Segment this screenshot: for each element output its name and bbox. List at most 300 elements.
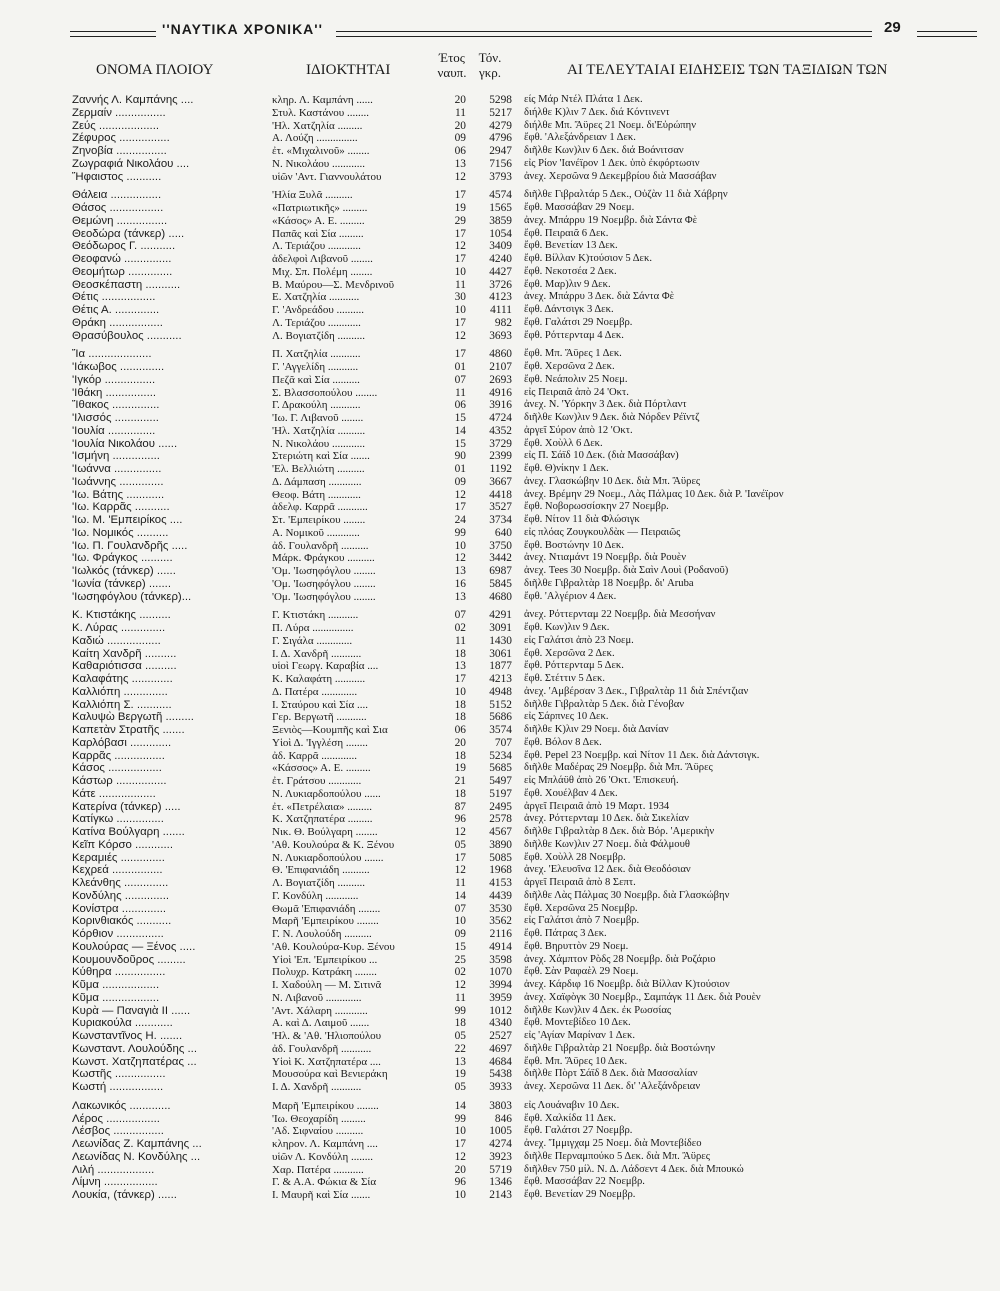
owner-cell: Ε. Χατζηλία ........... — [272, 291, 360, 304]
year-built-cell: 09 — [454, 475, 466, 488]
table-row — [0, 266, 1000, 279]
voyage-news-cell: διήλθε Κ)λιν 7 Δεκ. διά Κόντινεντ — [524, 106, 670, 118]
table-row — [0, 648, 1000, 661]
year-built-cell: 20 — [454, 119, 466, 132]
owner-cell: Χαρ. Πατέρα ........... — [272, 1163, 364, 1176]
tonnage-cell: 3726 — [489, 278, 512, 291]
table-row — [0, 279, 1000, 292]
tonnage-cell: 3729 — [489, 437, 512, 450]
owner-cell: υἱοὶ Γεωργ. Καραβία .... — [272, 660, 379, 673]
table-row — [0, 1125, 1000, 1138]
tonnage-cell: 5686 — [489, 711, 512, 724]
voyage-news-cell: ἔφθ. Βενετίαν 13 Δεκ. — [524, 240, 618, 252]
header-rule-right — [917, 31, 977, 37]
voyage-news-cell: ἔφθ. Γαλάτσι 29 Νοεμβρ. — [524, 316, 633, 328]
ship-name-cell: Λίμνη ................. — [72, 1176, 158, 1189]
voyage-news-cell: εἰς Γαλάτσι ἀπὸ 7 Νοεμβρ. — [524, 915, 640, 927]
year-built-cell: 15 — [454, 437, 466, 450]
tonnage-cell: 4427 — [489, 265, 512, 278]
table-row — [0, 527, 1000, 540]
owner-cell: Σ. Βλασσοπούλου ........ — [272, 386, 378, 399]
voyage-news-cell: ἀνεχ. Tees 30 Νοεμβρ. διὰ Σαὶν Λουὶ (Ροδανοῦ) — [524, 565, 729, 576]
tonnage-cell: 4279 — [489, 119, 512, 132]
tonnage-cell: 3959 — [489, 991, 512, 1004]
tonnage-cell: 3693 — [489, 329, 512, 342]
ship-name-cell: Θάλεια ................ — [72, 189, 162, 202]
tonnage-cell: 4153 — [489, 877, 512, 889]
voyage-news-cell: διῆλθε Κων)λιν 4 Δεκ. ἐκ Ρωσσίας — [524, 1004, 672, 1016]
owner-cell: υἱῶν 'Αντ. Γιαννουλάτου — [272, 170, 382, 183]
table-row — [0, 591, 1000, 604]
year-built-cell: 13 — [454, 565, 466, 577]
table-row — [0, 361, 1000, 374]
ship-name-cell: 'Ιωσηφόγλου (τάνκερ)... — [72, 590, 192, 603]
table-row — [0, 1113, 1000, 1126]
ship-name-cell: Λουκία, (τάνκερ) ...... — [72, 1189, 177, 1201]
tonnage-cell: 5497 — [489, 775, 512, 787]
voyage-news-cell: ἀνεχ. Ρόττερνταμ 22 Νοεμβρ. διὰ Μεσσήναν — [524, 609, 716, 621]
table-row — [0, 240, 1000, 253]
tonnage-cell: 5085 — [489, 851, 512, 864]
tonnage-cell: 3530 — [489, 902, 512, 915]
ship-name-cell: Ζηνοβία ................ — [72, 145, 167, 157]
table-row — [0, 348, 1000, 361]
voyage-news-cell: ἀνεχ. Μπάρρυ 3 Δεκ. διὰ Σάντα Φὲ — [524, 291, 675, 303]
ship-name-cell: 'Ιω. Φράγκος .......... — [72, 552, 173, 565]
year-built-cell: 12 — [454, 864, 466, 877]
tonnage-cell: 1070 — [489, 966, 512, 979]
ship-name-cell: Ἴθακος ............... — [72, 399, 160, 412]
owner-cell: «Κάσος» Α. Ε. ......... — [272, 214, 365, 227]
owner-cell: 'Ιω. Θεοχαρίδη ......... — [272, 1112, 366, 1125]
year-built-cell: 12 — [454, 240, 466, 253]
ship-name-cell: Ἥφαιστος ........... — [72, 170, 162, 183]
voyage-news-cell: ἔφθ. Πάτρας 3 Δεκ. — [524, 928, 607, 939]
year-built-cell: 17 — [454, 348, 466, 361]
ship-name-cell: Ζαννής Λ. Καμπάνης .... — [72, 94, 194, 106]
owner-cell: Α. Λούζη ............... — [272, 132, 358, 145]
year-built-cell: 96 — [454, 813, 466, 826]
voyage-news-cell: ἀνεχ. 'Αμβέρσαν 3 Δεκ., Γιβραλτὰρ 11 διὰ Σπέντζιαν — [524, 685, 749, 697]
ship-name-cell: Κάτε .................. — [72, 787, 156, 800]
voyage-news-cell: ἔφθ. Νεκοτσέα 2 Δεκ. — [524, 265, 617, 277]
year-built-cell: 12 — [454, 488, 466, 501]
voyage-news-cell: διῆλθε Κων)λιν 27 Νοεμ. διὰ Φάλμουθ — [524, 838, 690, 850]
year-built-cell: 06 — [454, 399, 466, 412]
voyage-news-cell: ἔφθ. Ρόττερνταμ 5 Δεκ. — [524, 660, 624, 672]
year-built-cell: 87 — [454, 800, 466, 813]
owner-cell: 'Ιω. Γ. Λιβανοῦ ........ — [272, 412, 364, 424]
tonnage-cell: 2947 — [489, 145, 512, 157]
voyage-news-cell: ἔφθ. Pepel 23 Νοεμβρ. καὶ Νίτον 11 Δεκ. διὰ Δάντσιγκ. — [524, 749, 760, 761]
tonnage-cell: 1346 — [489, 1176, 512, 1189]
year-built-cell: 02 — [454, 966, 466, 979]
year-built-cell: 17 — [454, 673, 466, 685]
tonnage-cell: 1565 — [489, 202, 512, 214]
tonnage-cell: 2578 — [489, 813, 512, 826]
year-built-cell: 12 — [454, 170, 466, 183]
owner-cell: Π. Λύρα ............... — [272, 622, 354, 634]
owner-cell: Γ. Δρακούλη ........... — [272, 399, 361, 412]
year-built-cell: 12 — [454, 979, 466, 991]
tonnage-cell: 3916 — [489, 399, 512, 412]
tonnage-cell: 4439 — [489, 889, 512, 902]
tonnage-cell: 5685 — [489, 762, 512, 775]
ship-name-cell: Κλεάνθης .............. — [72, 877, 169, 889]
tonnage-cell: 846 — [494, 1112, 512, 1125]
voyage-news-cell: διῆλθε Λὰς Πάλμας 30 Νοεμβρ. διὰ Γλασκώβην — [524, 889, 730, 901]
tonnage-cell: 5438 — [489, 1068, 512, 1081]
tonnage-cell: 4796 — [489, 132, 512, 145]
owner-cell: 'Ηλ. Χατζηλία ......... — [272, 119, 363, 132]
ship-name-cell: Κονδύλης .............. — [72, 889, 170, 902]
owner-cell: Μαρῆ 'Εμπειρίκου ........ — [272, 1099, 379, 1112]
ship-name-cell: Κονίστρα .............. — [72, 902, 167, 915]
year-built-cell: 10 — [454, 915, 466, 928]
ship-name-cell: 'Ιάκωβος .............. — [72, 361, 165, 373]
owner-cell: Θεοφ. Βάτη ............ — [272, 488, 361, 501]
year-built-cell: 10 — [454, 265, 466, 278]
year-built-cell: 10 — [454, 304, 466, 316]
tonnage-cell: 4697 — [489, 1042, 512, 1055]
table-row — [0, 94, 1000, 107]
year-built-cell: 05 — [454, 838, 466, 851]
voyage-news-cell: ἔφθ. Βενετίαν 29 Νοεμβρ. — [524, 1189, 636, 1200]
voyage-news-cell: ἀργεῖ Πειραιᾶ ἀπὸ 19 Μαρτ. 1934 — [524, 800, 670, 812]
ship-name-cell: 'Ιωάννης .............. — [72, 475, 164, 488]
year-built-cell: 17 — [454, 189, 466, 202]
owner-cell: ἀδ. Γουλανδρῆ .......... — [272, 539, 369, 552]
ship-name-cell: Καρρᾶς ................ — [72, 749, 165, 762]
voyage-news-cell: ἔφθ. Βίλλαν Κ)τούσιον 5 Δεκ. — [524, 253, 652, 264]
ship-name-cell: Θεοφανώ ............... — [72, 253, 172, 265]
ship-name-cell: Θεοδώρα (τάνκερ) ..... — [72, 227, 185, 240]
table-row — [0, 1005, 1000, 1018]
column-header-ship-name: ΟΝΟΜΑ ΠΛΟΙΟΥ — [96, 62, 214, 78]
voyage-news-cell: εἰς Πειραιᾶ ἀπὸ 24 'Οκτ. — [524, 386, 629, 398]
ship-name-cell: 'Ιωλκός (τάνκερ) ...... — [72, 565, 176, 577]
tonnage-cell: 5845 — [489, 577, 512, 590]
page-number: 29 — [884, 19, 901, 36]
year-built-cell: 18 — [454, 647, 466, 660]
owner-cell: Δ. Δάμπαση ............ — [272, 475, 362, 488]
year-built-cell: 17 — [454, 316, 466, 329]
year-built-cell: 16 — [454, 577, 466, 590]
year-built-cell: 90 — [454, 450, 466, 463]
voyage-news-cell: εἰς Π. Σάϊδ 10 Δεκ. (διὰ Μασσάβαν) — [524, 450, 679, 462]
year-built-cell: 05 — [454, 1081, 466, 1093]
ship-name-cell: Κωνσταντῖνος Η. ....... — [72, 1030, 183, 1042]
owner-cell: Ξενιὸς—Κουμπῆς καὶ Σια — [272, 724, 388, 736]
ship-name-cell: 'Ιωνία (τάνκερ) ....... — [72, 577, 171, 590]
table-row — [0, 762, 1000, 775]
voyage-news-cell: ἀργεῖ Σύρον ἀπὸ 12 'Οκτ. — [524, 424, 633, 436]
table-row — [0, 189, 1000, 202]
tonnage-cell: 3994 — [489, 979, 512, 991]
table-row — [0, 374, 1000, 387]
voyage-news-cell: είς Μάρ Ντέλ Πλάτα 1 Δεκ. — [524, 94, 643, 105]
owner-cell: Ν. Λυκιαρδοπούλου ...... — [272, 787, 381, 800]
voyage-news-cell: ἀνεχ. Χερσῶνα 9 Δεκεμβρίου διὰ Μασσάβαν — [524, 170, 717, 182]
table-row — [0, 1081, 1000, 1094]
ship-name-cell: 'Ισμήνη ............... — [72, 450, 160, 463]
ship-name-cell: Θεόδωρος Γ. ........... — [72, 240, 176, 253]
year-built-cell: 18 — [454, 787, 466, 800]
ship-name-cell: Κορινθιακός ........... — [72, 915, 172, 928]
ship-name-cell: Κεῖπ Κόρσο ............ — [72, 838, 174, 851]
tonnage-cell: 3933 — [489, 1081, 512, 1093]
tonnage-cell: 4684 — [489, 1055, 512, 1068]
tonnage-cell: 4916 — [489, 386, 512, 399]
ship-name-cell: Ζεύς ................... — [72, 119, 160, 132]
tonnage-cell: 7156 — [489, 157, 512, 170]
voyage-news-cell: ἔφθ. Μπ. Ἄϋρες 1 Δεκ. — [524, 348, 622, 360]
voyage-news-cell: ἀνεχ. Ρόττερνταμ 10 Δεκ. διὰ Σικελίαν — [524, 813, 689, 825]
tonnage-cell: 3598 — [489, 953, 512, 966]
ship-name-cell: 'Ιω. Μ. 'Εμπειρίκος .... — [72, 514, 183, 526]
voyage-news-cell: ἔφθ. Χαλκίδα 11 Δεκ. — [524, 1112, 617, 1124]
table-row — [0, 941, 1000, 954]
ship-name-cell: Λιλή .................. — [72, 1163, 155, 1176]
voyage-news-cell: διῆλθε Γιβραλτὰρ 21 Νοεμβρ. διὰ Βοστώνην — [524, 1042, 716, 1054]
table-row — [0, 501, 1000, 514]
year-built-cell: 11 — [455, 386, 466, 399]
voyage-news-cell: ἔφθ. 'Αλεξάνδρειαν 1 Δεκ. — [524, 132, 636, 144]
year-built-cell: 18 — [454, 1017, 466, 1030]
owner-cell: κληρ. Λ. Καμπάνη ...... — [272, 94, 373, 106]
table-row — [0, 253, 1000, 266]
year-built-cell: 12 — [454, 329, 466, 342]
ship-name-cell: Θέτις ................. — [72, 291, 156, 304]
owner-cell: Ι. Δ. Χανδρῆ ........... — [272, 647, 362, 660]
voyage-news-cell: διῆλθε Περναμπούκο 5 Δεκ. διὰ Μπ. Ἄϋρες — [524, 1150, 710, 1162]
voyage-news-cell: ἔφθ. Θ)νίκην 1 Δεκ. — [524, 463, 609, 474]
ship-name-cell: Κῦμα .................. — [72, 979, 160, 991]
ship-name-cell: 'Ιω. Καρρᾶς ........... — [72, 501, 170, 514]
tonnage-cell: 3527 — [489, 501, 512, 514]
tonnage-cell: 2107 — [489, 361, 512, 373]
owner-cell: 'Ηλία Ξυλᾶ .......... — [272, 189, 353, 202]
tonnage-cell: 1430 — [489, 634, 512, 647]
tonnage-cell: 4340 — [489, 1017, 512, 1030]
ship-name-cell: Κουλούρας — Ξένος ..... — [72, 940, 196, 953]
ship-name-cell: Λέρος ................. — [72, 1112, 160, 1125]
voyage-news-cell: διῆλθε Πὸρτ Σάϊδ 8 Δεκ. διὰ Μασσαλίαν — [524, 1068, 698, 1080]
owner-cell: 'Ομ. 'Ιωσηφόγλου ........ — [272, 590, 376, 603]
tonnage-cell: 4274 — [489, 1138, 512, 1150]
tonnage-cell: 4567 — [489, 826, 512, 838]
ship-name-cell: Θάσος ................. — [72, 202, 164, 214]
year-built-cell: 10 — [454, 539, 466, 552]
table-row — [0, 1068, 1000, 1081]
ship-name-cell: Λακωνικός ............. — [72, 1099, 171, 1112]
ship-name-cell: Θεοσκέπαστη ........... — [72, 278, 181, 291]
year-built-cell: 07 — [454, 373, 466, 386]
voyage-news-cell: ἀνεχ. Χερσῶνα 11 Δεκ. δι' 'Αλεξάνδρειαν — [524, 1081, 701, 1092]
voyage-news-cell: ἀνεχ. Ν. 'Υόρκην 3 Δεκ. διὰ Πόρτλαντ — [524, 399, 687, 411]
owner-cell: Μουσούρα καὶ Βενιεράκη — [272, 1068, 388, 1081]
table-row — [0, 514, 1000, 527]
owner-cell: «Κάσσος» Α. Ε. ......... — [272, 762, 371, 775]
column-header-year-built: Έτος ναυπ. — [437, 50, 467, 80]
table-row — [0, 813, 1000, 826]
table-row — [0, 330, 1000, 343]
voyage-news-cell: ἔφθ. 'Αλγέριον 4 Δεκ. — [524, 590, 617, 602]
owner-cell: Ν. Νικολάου ............ — [272, 437, 365, 450]
voyage-news-cell: εἰς Μπλάϋθ ἀπὸ 26 'Οκτ. 'Επισκευή. — [524, 775, 679, 786]
ship-name-cell: 'Ιωάννα ............... — [72, 463, 162, 475]
table-row — [0, 425, 1000, 438]
ship-name-cell: Ζέφυρος ................ — [72, 132, 170, 145]
table-row — [0, 724, 1000, 737]
column-header-latest-news: ΑΙ ΤΕΛΕΥΤΑΙΑΙ ΕΙΔΗΣΕΙΣ ΤΩΝ ΤΑΞΙΔΙΩΝ ΤΩΝ — [567, 62, 888, 78]
ship-name-cell: Κύθηρα ................ — [72, 966, 166, 979]
year-built-cell: 17 — [454, 253, 466, 265]
year-built-cell: 11 — [455, 991, 466, 1004]
owner-cell: ἀδ. Καρρᾶ ............. — [272, 749, 357, 762]
voyage-news-cell: διῆλθε Κων)λιν 9 Δεκ. διὰ Νόρδεν Ρέϊντζ — [524, 412, 700, 423]
table-row — [0, 966, 1000, 979]
owner-cell: 'Αντ. Χάλαρη ............ — [272, 1004, 368, 1017]
owner-cell: Λ. Βογιατζίδη .......... — [272, 877, 366, 889]
table-row — [0, 552, 1000, 565]
tonnage-cell: 4948 — [489, 685, 512, 698]
year-built-cell: 15 — [454, 412, 466, 424]
table-row — [0, 852, 1000, 865]
table-row — [0, 120, 1000, 133]
column-header-owners: ΙΔΙΟΚΤΗΤΑΙ — [306, 62, 391, 78]
year-built-cell: 12 — [454, 552, 466, 565]
ship-name-cell: Καλλιόπη .............. — [72, 685, 168, 698]
table-row — [0, 399, 1000, 412]
tonnage-cell: 640 — [494, 526, 512, 539]
owner-cell: Ι. Μαυρῆ καὶ Σία ....... — [272, 1189, 371, 1201]
ship-name-cell: 'Ιουλία Νικολάου ...... — [72, 437, 178, 450]
ship-name-cell: Κωνστ. Χατζηπατέρας ... — [72, 1055, 197, 1068]
tonnage-cell: 2399 — [489, 450, 512, 463]
owner-cell: Παπᾶς καὶ Σία ......... — [272, 227, 364, 240]
owner-cell: κληρον. Λ. Καμπάνη .... — [272, 1138, 378, 1150]
owner-cell: Λ. Τεριάζου ............ — [272, 240, 361, 253]
table-row — [0, 158, 1000, 171]
ship-name-cell: Λέσβος ................ — [72, 1125, 164, 1138]
table-row — [0, 145, 1000, 158]
tonnage-cell: 5719 — [489, 1163, 512, 1176]
tonnage-cell: 3574 — [489, 724, 512, 736]
voyage-news-cell: ἔφθ. Μαρ)λιν 9 Δεκ. — [524, 278, 611, 290]
year-built-cell: 11 — [455, 106, 466, 119]
tonnage-cell: 4291 — [489, 609, 512, 622]
voyage-news-cell: ἀνεχ. Μπάρρυ 19 Νοεμβρ. διὰ Σάντα Φὲ — [524, 214, 698, 226]
owner-cell: Γ. Κτιστάκη ........... — [272, 609, 359, 622]
ship-name-cell: Ζωγραφιά Νικολάου .... — [72, 157, 190, 170]
owner-cell: υἱῶν Λ. Κονδύλη ........ — [272, 1150, 374, 1163]
table-row — [0, 412, 1000, 425]
ship-name-cell: Θεμώνη ................ — [72, 214, 168, 227]
table-row — [0, 686, 1000, 699]
ship-name-cell: Κωστή ................. — [72, 1081, 164, 1093]
table-row — [0, 750, 1000, 763]
tonnage-cell: 3061 — [489, 647, 512, 660]
voyage-news-cell: ἀνεχ. Γλασκώβην 10 Δεκ. διὰ Μπ. Ἄϋρες — [524, 475, 701, 487]
table-row — [0, 215, 1000, 228]
year-built-cell: 13 — [454, 590, 466, 603]
table-row — [0, 635, 1000, 648]
voyage-news-cell: εἰς Λουάναβιν 10 Δεκ. — [524, 1099, 620, 1111]
table-row — [0, 450, 1000, 463]
year-built-cell: 06 — [454, 145, 466, 157]
tonnage-cell: 3562 — [489, 915, 512, 928]
owner-cell: Νικ. Θ. Βούλγαρη ........ — [272, 826, 378, 838]
voyage-news-cell: ἔφθ. Ρόττερνταμ 4 Δεκ. — [524, 329, 624, 341]
year-built-cell: 20 — [454, 736, 466, 749]
owner-cell: 'Αδ. Σιφναίου .......... — [272, 1125, 364, 1138]
year-built-cell: 13 — [454, 157, 466, 170]
year-built-cell: 19 — [454, 202, 466, 214]
owner-cell: Υἱοὶ 'Επ. 'Εμπειρίκου ... — [272, 953, 378, 966]
owner-cell: Στυλ. Καστάνου ........ — [272, 106, 369, 119]
year-built-cell: 19 — [454, 1068, 466, 1081]
ship-name-cell: Θέτις Α. .............. — [72, 304, 160, 316]
owner-cell: Α. καὶ Δ. Λαιμοῦ ....... — [272, 1017, 370, 1030]
table-row — [0, 171, 1000, 184]
voyage-news-cell: ἔφθ. Μασσάβαν 29 Νοεμ. — [524, 202, 635, 213]
tonnage-cell: 4574 — [489, 189, 512, 202]
tonnage-cell: 982 — [494, 316, 512, 329]
voyage-news-cell: ἔφθ. Βηρυττὸν 29 Νοεμ. — [524, 940, 629, 952]
voyage-news-cell: ἀνεχ. Κάρδιφ 16 Νοεμβρ. διὰ Βίλλαν Κ)τούσιον — [524, 979, 730, 990]
owner-cell: 'Ελ. Βελλιώτη .......... — [272, 463, 365, 475]
year-built-cell: 18 — [454, 698, 466, 711]
owner-cell: Πολυχρ. Κατράκη ........ — [272, 966, 377, 979]
owner-cell: Γ. Σιγάλα ............. — [272, 634, 353, 647]
voyage-news-cell: διῆλθε Γιβραλτὰρ 8 Δεκ. διὰ Βόρ. 'Αμερικὴν — [524, 826, 715, 837]
voyage-news-cell: ἔφθ. Κων)λιν 9 Δεκ. — [524, 622, 610, 633]
owner-cell: ἀδ. Γουλανδρῆ ........... — [272, 1042, 372, 1055]
ship-name-cell: Κατίνα Βούλγαρη ....... — [72, 826, 185, 838]
ship-name-cell: 'Ιουλία ............... — [72, 424, 156, 437]
ship-name-cell: Θεομήτωρ .............. — [72, 265, 173, 278]
header-rule-middle — [336, 31, 872, 37]
owner-cell: Γ. 'Αγγελίδη ........... — [272, 361, 359, 373]
ship-name-cell: Καλαφάτης ............. — [72, 673, 173, 685]
ship-name-cell: Καλυψὼ Βεργωτῆ ......... — [72, 711, 194, 724]
table-row — [0, 660, 1000, 673]
owner-cell: ἐτ. «Πετρέλαια» ......... — [272, 800, 372, 813]
owner-cell: Μαρῆ 'Εμπειρίκου ........ — [272, 915, 379, 928]
ship-name-cell: Κ. Κτιστάκης .......... — [72, 609, 171, 622]
year-built-cell: 07 — [454, 609, 466, 622]
voyage-news-cell: ἔφθ. Νίτον 11 διὰ Φλώσιγκ — [524, 514, 640, 525]
voyage-news-cell: ἔφθ. Πειραιᾶ 6 Δεκ. — [524, 227, 609, 239]
tonnage-cell: 707 — [494, 736, 512, 749]
owner-cell: Γ. 'Ανδρεάδου .......... — [272, 304, 365, 316]
tonnage-cell: 5217 — [489, 106, 512, 119]
voyage-news-cell: διῆλθε Μαδέρας 29 Νοεμβρ. διὰ Μπ. Ἄϋρες — [524, 762, 713, 774]
year-built-cell: 17 — [454, 851, 466, 864]
year-built-cell: 19 — [454, 762, 466, 775]
voyage-news-cell: ἔφθ. Νεάπολιν 25 Νοεμ. — [524, 373, 628, 385]
table-row — [0, 476, 1000, 489]
table-row — [0, 107, 1000, 120]
year-built-cell: 14 — [454, 424, 466, 437]
table-row — [0, 839, 1000, 852]
year-built-cell: 24 — [454, 514, 466, 526]
column-header-gross-tonnage: Τόν. γκρ. — [478, 50, 502, 80]
tonnage-cell: 1012 — [489, 1004, 512, 1017]
tonnage-cell: 3442 — [489, 552, 512, 565]
tonnage-cell: 2527 — [489, 1030, 512, 1042]
